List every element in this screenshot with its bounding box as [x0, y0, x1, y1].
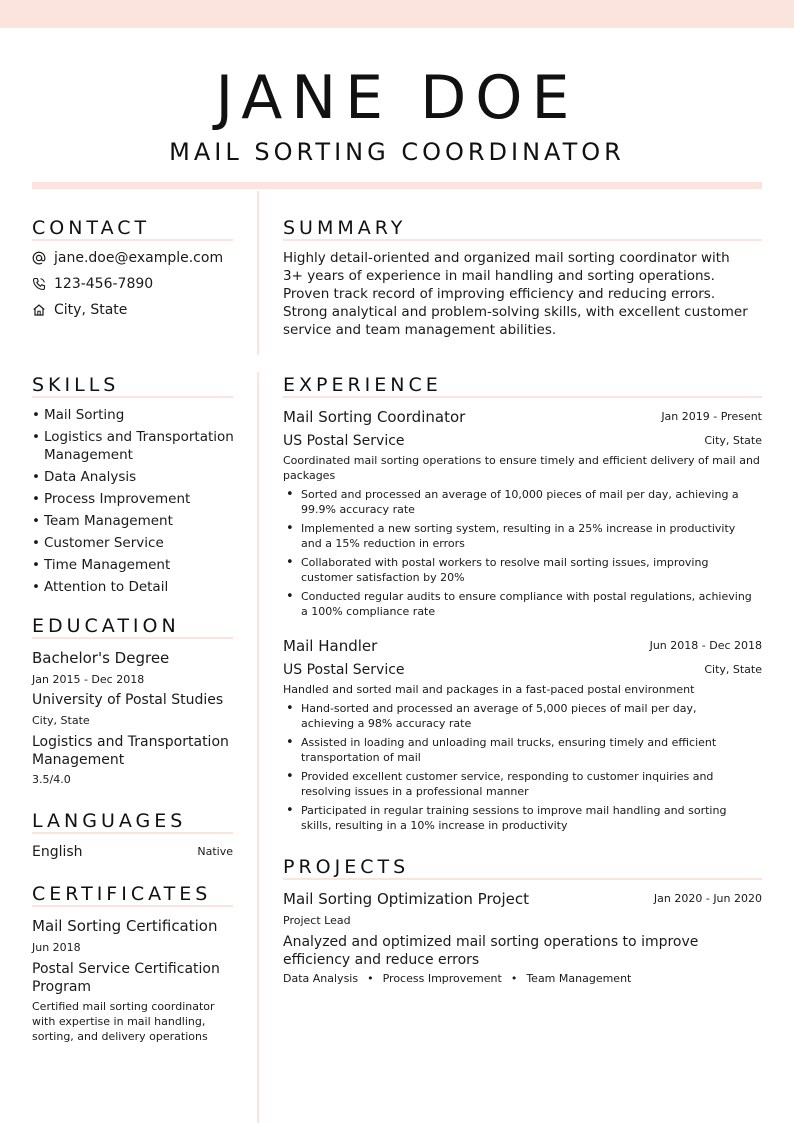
skill-item: • Data Analysis — [32, 468, 237, 486]
phone-icon — [32, 277, 46, 291]
education-rule — [32, 637, 233, 639]
education-dates: Jan 2015 - Dec 2018 — [32, 673, 145, 686]
education-school: University of Postal Studies — [32, 692, 224, 708]
job-company: US Postal Service — [283, 662, 405, 678]
location-text: City, State — [54, 302, 128, 318]
job-location: City, State — [704, 663, 762, 676]
certificates-heading: CERTIFICATES — [32, 883, 212, 905]
skill-item: • Time Management — [32, 556, 237, 574]
job-bullet: • Conducted regular audits to ensure compliance with postal regulations, achieving a 100% compliance rate — [283, 589, 753, 619]
job-location: City, State — [704, 434, 762, 447]
skills-heading: SKILLS — [32, 374, 120, 396]
job-description: Coordinated mail sorting operations to ensure timely and efficient delivery of mail and packages — [283, 454, 760, 482]
skill-item: • Process Improvement — [32, 490, 237, 508]
job-company: US Postal Service — [283, 433, 405, 449]
contact-rule — [32, 239, 233, 241]
experience-rule — [283, 396, 762, 398]
tag-separator: • — [510, 972, 518, 985]
job-title: MAIL SORTING COORDINATOR — [169, 138, 625, 166]
project-tags — [283, 972, 631, 985]
skill-item: • Customer Service — [32, 534, 237, 552]
job-bullet: • Hand-sorted and processed an average of 5,000 pieces of mail per day, achieving a 98% accuracy rate — [283, 701, 753, 731]
education-gpa: 3.5/4.0 — [32, 773, 71, 786]
language-level: Native — [197, 845, 233, 858]
project-title: Mail Sorting Optimization Project — [283, 890, 529, 908]
job-dates: Jan 2019 - Present — [661, 410, 762, 423]
email-text[interactable]: jane.doe@example.com — [54, 250, 224, 266]
experience-heading: EXPERIENCE — [283, 374, 442, 396]
education-location: City, State — [32, 714, 90, 727]
project-tag: Data Analysis — [283, 972, 359, 985]
certificates-rule — [32, 905, 233, 907]
job-description: Handled and sorted mail and packages in a fast-paced postal environment — [283, 683, 695, 696]
language-name: English — [32, 844, 83, 860]
phone-text: 123-456-7890 — [54, 276, 154, 292]
languages-rule — [32, 832, 233, 834]
home-icon — [32, 303, 46, 317]
skill-item: • Mail Sorting — [32, 406, 237, 424]
projects-heading: PROJECTS — [283, 856, 410, 878]
job-title: Mail Sorting Coordinator — [283, 408, 466, 426]
job-bullet: • Sorted and processed an average of 10,000 pieces of mail per day, achieving a 99.9% accuracy rate — [283, 487, 753, 517]
certificate-name: Mail Sorting Certification — [32, 917, 218, 935]
project-tag: Team Management — [526, 972, 632, 985]
job-bullet: • Assisted in loading and unloading mail trucks, ensuring timely and efficient transportation of mail — [283, 735, 753, 765]
job-bullets — [283, 487, 753, 623]
education-field: Logistics and Transportation Management — [32, 734, 229, 768]
summary-text: Highly detail-oriented and organized mail sorting coordinator with 3+ years of experience in mail handling and sorting operations. Proven track record of improving efficiency and reducing errors. Strong analytical and problem-solving skills, with excellent customer service and team management abilities. — [283, 250, 748, 338]
job-bullets — [283, 701, 753, 837]
summary-heading: SUMMARY — [283, 217, 407, 239]
skills-rule — [32, 396, 233, 398]
certificate-date: Jun 2018 — [32, 941, 81, 954]
skill-item: • Attention to Detail — [32, 578, 237, 596]
project-description: Analyzed and optimized mail sorting operations to improve efficiency and reduce errors — [283, 934, 699, 968]
job-bullet: • Implemented a new sorting system, resulting in a 25% increase in productivity and a 15% reduction in errors — [283, 521, 753, 551]
header-divider — [32, 182, 762, 189]
column-divider-main — [257, 372, 259, 1123]
at-sign-icon — [32, 251, 46, 265]
top-accent-band — [0, 0, 794, 28]
tag-separator: • — [367, 972, 374, 985]
job-title: Mail Handler — [283, 637, 378, 655]
project-role: Project Lead — [283, 914, 351, 927]
project-tag: Process Improvement — [382, 972, 502, 985]
education-degree: Bachelor's Degree — [32, 649, 170, 667]
job-dates: Jun 2018 - Dec 2018 — [649, 639, 762, 652]
projects-rule — [283, 878, 762, 880]
skill-item: • Team Management — [32, 512, 237, 530]
column-divider-top — [257, 191, 259, 355]
contact-location — [32, 300, 127, 320]
certificate-description: Certified mail sorting coordinator with expertise in mail handling, sorting, and delivery operations — [32, 1000, 215, 1043]
languages-heading: LANGUAGES — [32, 810, 187, 832]
job-bullet: • Provided excellent customer service, responding to customer inquiries and resolving issues in a professional manner — [283, 769, 753, 799]
skill-item: • Logistics and Transportation Management — [32, 428, 237, 464]
contact-heading: CONTACT — [32, 217, 151, 239]
contact-email — [32, 248, 223, 268]
contact-phone — [32, 274, 153, 294]
skills-list — [32, 406, 237, 600]
job-bullet: • Participated in regular training sessions to improve mail handling and sorting skills, resulting in a 10% increase in productivity — [283, 803, 753, 833]
summary-rule — [283, 239, 762, 241]
certificate-name: Postal Service Certification Program — [32, 961, 220, 995]
job-bullet: • Collaborated with postal workers to resolve mail sorting issues, improving customer satisfaction by 20% — [283, 555, 753, 585]
candidate-name: JANE DOE — [215, 63, 579, 133]
education-heading: EDUCATION — [32, 615, 180, 637]
project-dates: Jan 2020 - Jun 2020 — [653, 892, 762, 905]
